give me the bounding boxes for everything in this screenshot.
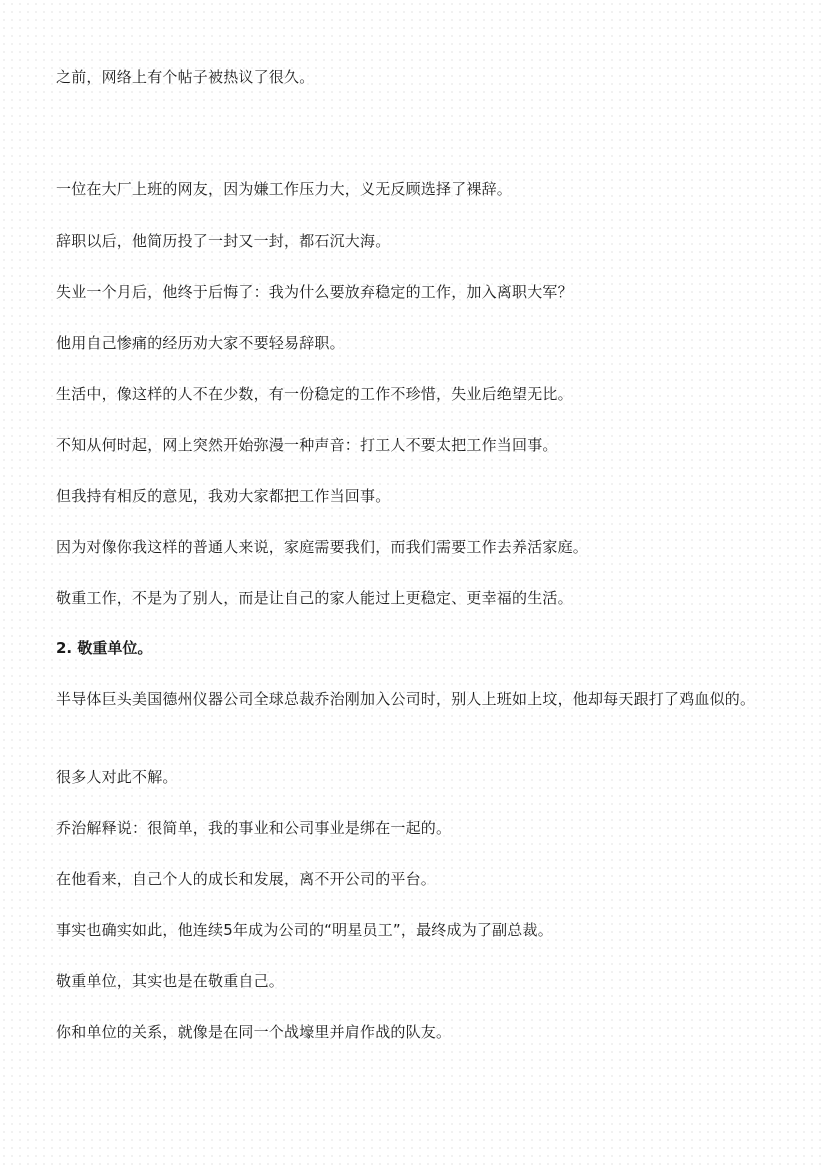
paragraph: 很多人对此不解。 [56, 768, 178, 786]
intro-paragraph: 之前，网络上有个帖子被热议了很久。 [56, 68, 315, 86]
paragraph: 敬重单位，其实也是在敬重自己。 [56, 972, 285, 990]
paragraph: 失业一个月后，他终于后悔了：我为什么要放弃稳定的工作，加入离职大军？ [56, 283, 573, 301]
paragraph: 半导体巨头美国德州仪器公司全球总裁乔治刚加入公司时，别人上班如上坟，他却每天跟打了鸡血似的。 [56, 690, 756, 708]
paragraph: 但我持有相反的意见，我劝大家都把工作当回事。 [56, 487, 391, 505]
paragraph: 你和单位的关系，就像是在同一个战壕里并肩作战的队友。 [56, 1023, 452, 1041]
paragraph: 乔治解释说：很简单，我的事业和公司事业是绑在一起的。 [56, 819, 452, 837]
paragraph: 在他看来，自己个人的成长和发展，离不开公司的平台。 [56, 870, 437, 888]
paragraph: 因为对像你我这样的普通人来说，家庭需要我们，而我们需要工作去养活家庭。 [56, 538, 589, 556]
paragraph: 敬重工作，不是为了别人，而是让自己的家人能过上更稳定、更幸福的生活。 [56, 589, 573, 607]
paragraph: 不知从何时起，网上突然开始弥漫一种声音：打工人不要太把工作当回事。 [56, 436, 558, 454]
paragraph: 生活中，像这样的人不在少数，有一份稳定的工作不珍惜，失业后绝望无比。 [56, 385, 573, 403]
section-heading: 2. 敬重单位。 [56, 639, 153, 657]
paragraph: 辞职以后，他简历投了一封又一封，都石沉大海。 [56, 232, 391, 250]
paragraph: 他用自己惨痛的经历劝大家不要轻易辞职。 [56, 334, 345, 352]
paragraph: 事实也确实如此，他连续5年成为公司的“明星员工”，最终成为了副总裁。 [56, 921, 553, 939]
paragraph: 一位在大厂上班的网友，因为嫌工作压力大，义无反顾选择了裸辞。 [56, 180, 513, 198]
